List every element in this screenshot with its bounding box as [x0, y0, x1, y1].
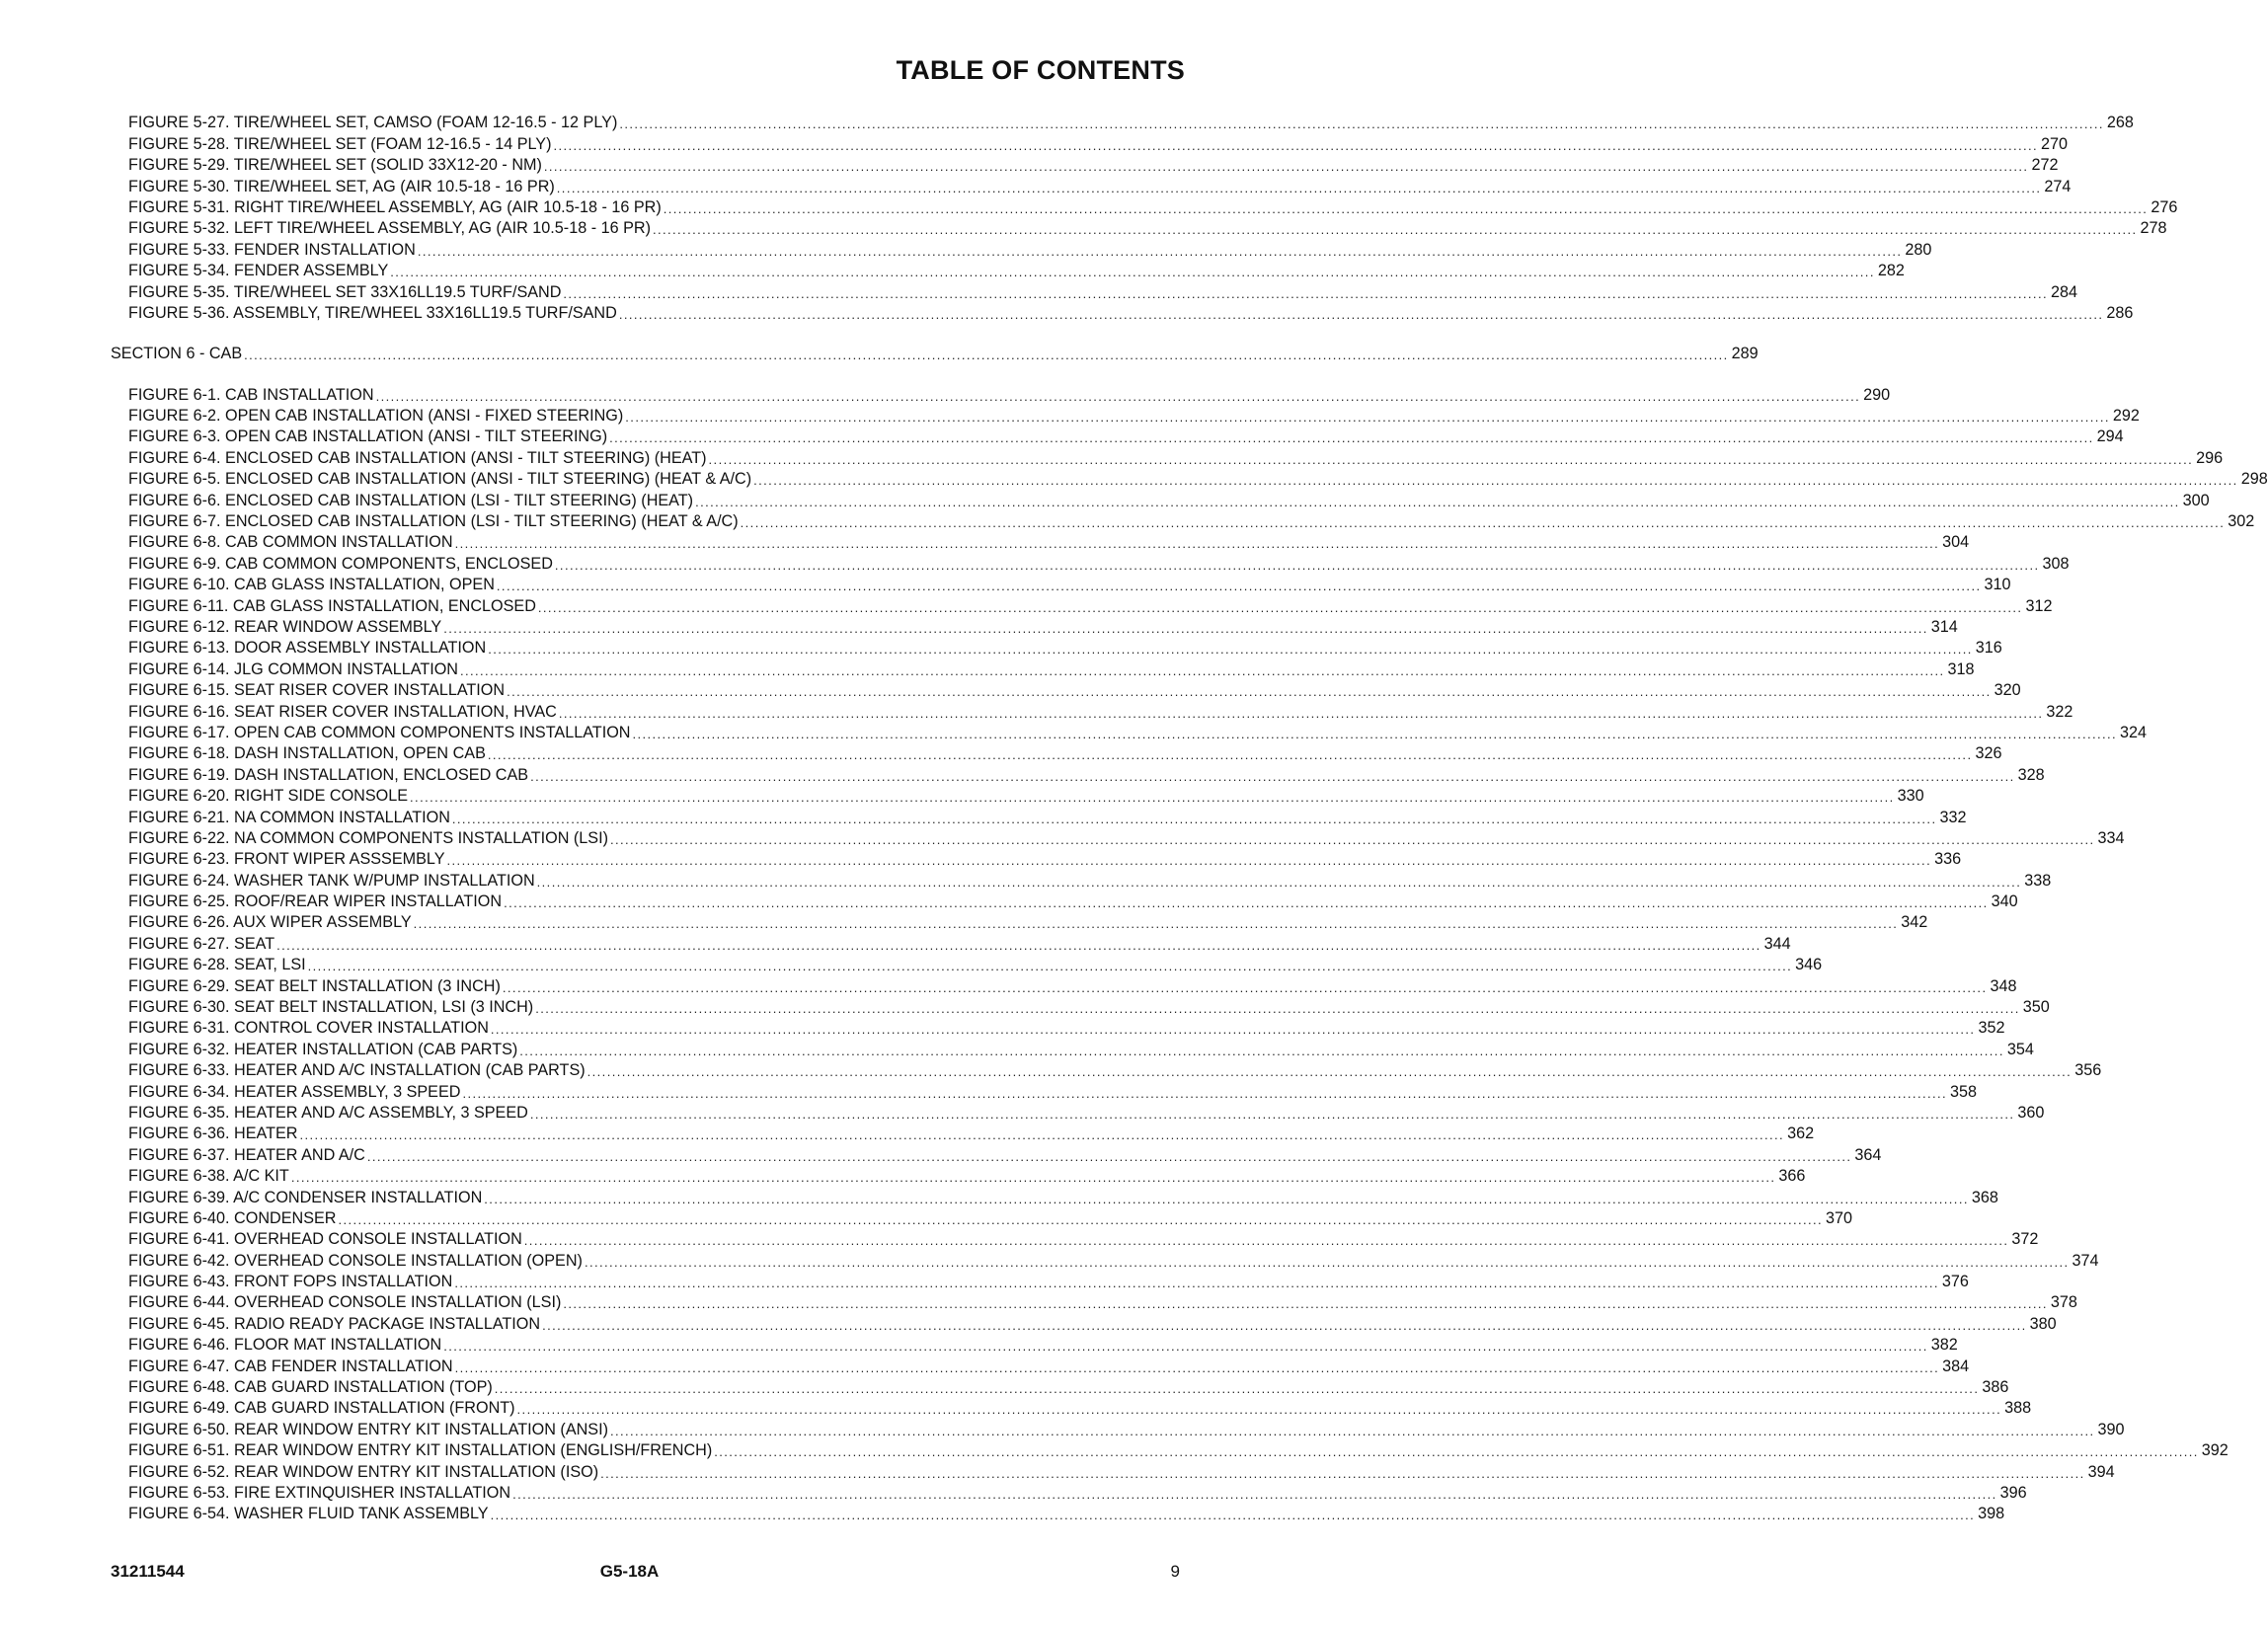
toc-entry-label: FIGURE 6-38. A/C KIT [128, 1167, 289, 1186]
toc-entry-page: 342 [1901, 913, 1928, 932]
toc-entry[interactable] [0, 658, 1975, 678]
toc-leader: ............................................................................................................................................................................................................................................................................................................ [454, 536, 1940, 552]
toc-entry-page: 362 [1787, 1125, 1815, 1143]
toc-entry[interactable] [0, 848, 1962, 869]
toc-entry-label: FIGURE 6-13. DOOR ASSEMBLY INSTALLATION [128, 639, 487, 658]
toc-entry-page: 370 [1826, 1208, 1853, 1227]
toc-entry-page: 270 [2041, 134, 2069, 153]
toc-leader: ............................................................................................................................................................................................................................................................................................................ [753, 473, 2238, 489]
toc-entry[interactable] [0, 974, 2017, 995]
toc-leader: ............................................................................................................................................................................................................................................................................................................ [563, 285, 2048, 301]
toc-leader: ............................................................................................................................................................................................................................................................................................................ [516, 1402, 2002, 1418]
toc-entry-label: FIGURE 6-1. CAB INSTALLATION [128, 385, 374, 404]
toc-entry-label: FIGURE 6-37. HEATER AND A/C [128, 1145, 365, 1164]
toc-entry-page: 348 [1990, 976, 2017, 995]
toc-entry-page: 372 [2011, 1230, 2039, 1249]
toc-entry[interactable] [0, 806, 1967, 826]
toc-leader: ............................................................................................................................................................................................................................................................................................................ [454, 1359, 1940, 1375]
toc-leader: ............................................................................................................................................................................................................................................................................................................ [390, 265, 1875, 280]
toc-entry-page: 322 [2046, 702, 2073, 721]
toc-entry-page: 300 [2182, 491, 2210, 509]
toc-leader: ............................................................................................................................................................................................................................................................................................................ [610, 1423, 2095, 1438]
toc-entry-label: FIGURE 6-29. SEAT BELT INSTALLATION (3 INCH) [128, 976, 501, 995]
toc-entry-page: 314 [1930, 617, 1958, 636]
toc-leader: ............................................................................................................................................................................................................................................................................................................ [366, 1148, 1852, 1164]
toc-leader: ............................................................................................................................................................................................................................................................................................................ [523, 1233, 2009, 1249]
toc-entry[interactable] [0, 637, 2002, 658]
toc-entry-label: FIGURE 6-31. CONTROL COVER INSTALLATION [128, 1019, 489, 1038]
toc-entry-label: FIGURE 6-40. CONDENSER [128, 1208, 337, 1227]
toc-leader: ............................................................................................................................................................................................................................................................................................................ [276, 937, 1761, 953]
toc-entry-page: 302 [2228, 512, 2255, 531]
toc-entry[interactable] [0, 996, 2050, 1017]
toc-leader: ............................................................................................................................................................................................................................................................................................................ [512, 1487, 1997, 1502]
toc-leader: ............................................................................................................................................................................................................................................................................................................ [446, 853, 1932, 869]
toc-leader: ............................................................................................................................................................................................................................................................................................................ [496, 579, 1982, 594]
toc-leader: ............................................................................................................................................................................................................................................................................................................ [488, 642, 1973, 658]
toc-entry[interactable] [0, 1017, 2005, 1038]
toc-entry-page: 328 [2017, 765, 2045, 784]
toc-entry[interactable] [0, 1059, 2102, 1080]
toc-entry[interactable] [0, 574, 2011, 594]
toc-entry-label: FIGURE 5-31. RIGHT TIRE/WHEEL ASSEMBLY, AG (AIR 10.5-18 - 16 PR) [128, 197, 662, 216]
toc-entry-label: FIGURE 6-46. FLOOR MAT INSTALLATION [128, 1336, 442, 1355]
toc-entry-page: 280 [1905, 240, 1932, 259]
toc-entry-page: 356 [2074, 1061, 2102, 1080]
toc-entry-label: FIGURE 6-52. REAR WINDOW ENTRY KIT INSTALLATION (ISO) [128, 1462, 599, 1481]
toc-leader: ............................................................................................................................................................................................................................................................................................................ [443, 1339, 1928, 1355]
toc-entry-page: 334 [2097, 828, 2125, 847]
toc-entry-label: FIGURE 6-17. OPEN CAB COMMON COMPONENTS INSTALLATION [128, 723, 631, 741]
toc-entry-page: 340 [1991, 892, 2018, 911]
toc-entry[interactable] [0, 426, 2124, 446]
toc-entry[interactable] [0, 700, 2073, 721]
toc-section-page: 289 [1731, 345, 1759, 363]
toc-entry-label: FIGURE 6-21. NA COMMON INSTALLATION [128, 808, 450, 826]
toc-entry-page: 282 [1877, 262, 1905, 280]
toc-entry[interactable] [0, 1355, 1970, 1375]
toc-entry-label: FIGURE 6-23. FRONT WIPER ASSSEMBLY [128, 850, 445, 869]
toc-leader: ............................................................................................................................................................................................................................................................................................................ [507, 684, 1992, 700]
toc-entry-page: 296 [2196, 448, 2224, 467]
toc-entry[interactable] [0, 954, 1823, 974]
toc-spacer [0, 363, 1259, 383]
toc-entry[interactable] [0, 1186, 1998, 1206]
toc-entry[interactable] [0, 196, 2178, 217]
toc-leader: ............................................................................................................................................................................................................................................................................................................ [536, 874, 2022, 890]
toc-entry-label: FIGURE 6-7. ENCLOSED CAB INSTALLATION (LSI - TILT STEERING) (HEAT & A/C) [128, 512, 739, 531]
toc-spacer [0, 323, 1259, 343]
toc-entry[interactable] [0, 1503, 2005, 1523]
toc-leader: ............................................................................................................................................................................................................................................................................................................ [417, 243, 1903, 259]
toc-entry-label: FIGURE 6-26. AUX WIPER ASSEMBLY [128, 913, 412, 932]
toc-entry[interactable] [0, 489, 2210, 509]
toc-entry[interactable] [0, 1165, 1806, 1186]
toc-entry-label: FIGURE 6-25. ROOF/REAR WIPER INSTALLATION [128, 892, 503, 911]
toc-entry-page: 390 [2097, 1420, 2125, 1438]
toc-leader: ............................................................................................................................................................................................................................................................................................................ [487, 747, 1973, 763]
toc-leader: ............................................................................................................................................................................................................................................................................................................ [490, 1022, 1976, 1038]
toc-entry-label: FIGURE 5-27. TIRE/WHEEL SET, CAMSO (FOAM 12-16.5 - 12 PLY) [128, 114, 618, 132]
toc-entry-page: 316 [1975, 639, 2002, 658]
toc-entry-label: FIGURE 6-9. CAB COMMON COMPONENTS, ENCLOSED [128, 554, 553, 573]
toc-entry[interactable] [0, 1080, 1978, 1101]
toc-entry-page: 376 [1941, 1273, 1969, 1291]
toc-entry[interactable] [0, 827, 2125, 848]
toc-leader: ............................................................................................................................................................................................................................................................................................................ [542, 1317, 2027, 1333]
toc-entry[interactable] [0, 446, 2224, 467]
toc-entry-page: 308 [2042, 554, 2070, 573]
toc-entry-label: FIGURE 6-30. SEAT BELT INSTALLATION, LSI (3 INCH) [128, 998, 534, 1017]
toc-leader: ............................................................................................................................................................................................................................................................................................................ [375, 388, 1861, 404]
toc-leader: ............................................................................................................................................................................................................................................................................................................ [695, 494, 2180, 509]
toc-leader: ............................................................................................................................................................................................................................................................................................................ [553, 137, 2039, 153]
toc-entry-label: FIGURE 6-39. A/C CONDENSER INSTALLATION [128, 1188, 483, 1206]
toc-leader: ............................................................................................................................................................................................................................................................................................................ [587, 1064, 2072, 1080]
toc-leader: ............................................................................................................................................................................................................................................................................................................ [462, 1085, 1948, 1101]
toc-entry-page: 346 [1795, 956, 1823, 974]
toc-entry-label: FIGURE 6-32. HEATER INSTALLATION (CAB PARTS) [128, 1040, 518, 1058]
toc-entry[interactable] [0, 1038, 2034, 1058]
toc-entry[interactable] [0, 785, 1924, 806]
toc-entry-page: 386 [1982, 1378, 2009, 1397]
toc-entry-label: FIGURE 5-28. TIRE/WHEEL SET (FOAM 12-16.5 - 14 PLY) [128, 134, 552, 153]
toc-entry-page: 380 [2029, 1314, 2057, 1333]
toc-entry-page: 392 [2201, 1441, 2229, 1460]
toc-entry-page: 388 [2004, 1399, 2032, 1418]
toc-entry-page: 338 [2024, 871, 2052, 890]
toc-entry[interactable] [0, 1102, 2045, 1123]
toc-entry[interactable] [0, 552, 2070, 573]
toc-entry-page: 396 [1999, 1484, 2027, 1502]
toc-entry[interactable] [0, 383, 1891, 404]
toc-leader: ............................................................................................................................................................................................................................................................................................................ [504, 895, 1989, 911]
toc-entry-label: FIGURE 6-54. WASHER FLUID TANK ASSEMBLY [128, 1505, 489, 1523]
toc-entry-page: 310 [1984, 576, 2011, 594]
toc-entry-page: 354 [2006, 1040, 2034, 1058]
toc-entry[interactable] [0, 1291, 2077, 1312]
toc-group-section-5 [0, 112, 2178, 323]
toc-entry-label: FIGURE 6-47. CAB FENDER INSTALLATION [128, 1357, 453, 1375]
toc-entry[interactable] [0, 1482, 2027, 1503]
toc-leader: ............................................................................................................................................................................................................................................................................................................ [299, 1127, 1785, 1143]
toc-entry-page: 320 [1994, 681, 2021, 700]
toc-entry-label: FIGURE 6-3. OPEN CAB INSTALLATION (ANSI - TILT STEERING) [128, 427, 608, 446]
toc-entry-label: FIGURE 6-15. SEAT RISER COVER INSTALLATION [128, 681, 506, 700]
toc-leader: ............................................................................................................................................................................................................................................................................................................ [530, 768, 2015, 784]
toc-entry-page: 368 [1971, 1188, 1998, 1206]
toc-entry-page: 378 [2050, 1293, 2077, 1312]
toc-entry-page: 398 [1978, 1505, 2005, 1523]
toc-entry[interactable] [0, 260, 1905, 280]
toc-leader: ............................................................................................................................................................................................................................................................................................................ [451, 811, 1937, 826]
toc-entry-page: 312 [2025, 596, 2053, 615]
toc-leader: ............................................................................................................................................................................................................................................................................................................ [600, 1465, 2085, 1481]
toc-entry[interactable] [0, 1228, 2039, 1249]
toc-entry-label: FIGURE 6-44. OVERHEAD CONSOLE INSTALLATION (LSI) [128, 1293, 562, 1312]
toc-entry[interactable] [0, 891, 2018, 911]
toc-entry-page: 330 [1897, 787, 1924, 806]
toc-leader: ............................................................................................................................................................................................................................................................................................................ [519, 1043, 2004, 1058]
toc-entry-page: 326 [1975, 744, 2002, 763]
toc-entry-label: FIGURE 6-11. CAB GLASS INSTALLATION, ENCLOSED [128, 596, 536, 615]
toc-entry-label: FIGURE 6-20. RIGHT SIDE CONSOLE [128, 787, 409, 806]
toc-entry-label: FIGURE 6-35. HEATER AND A/C ASSEMBLY, 3 SPEED [128, 1103, 528, 1122]
toc-leader: ............................................................................................................................................................................................................................................................................................................ [708, 451, 2194, 467]
toc-leader: ............................................................................................................................................................................................................................................................................................................ [609, 430, 2094, 446]
toc-entry-label: FIGURE 6-8. CAB COMMON INSTALLATION [128, 533, 453, 552]
toc-entry[interactable] [0, 1334, 1958, 1355]
toc-entry[interactable] [0, 932, 1791, 953]
toc-leader: ............................................................................................................................................................................................................................................................................................................ [714, 1444, 2199, 1460]
toc-entry[interactable] [0, 280, 2077, 301]
toc-leader: ............................................................................................................................................................................................................................................................................................................ [443, 620, 1928, 636]
toc-section-label: SECTION 6 - CAB [111, 345, 243, 363]
toc-entry[interactable] [0, 1312, 2057, 1333]
toc-leader: ............................................................................................................................................................................................................................................................................................................ [537, 599, 2023, 615]
toc-leader: ............................................................................................................................................................................................................................................................................................................ [554, 557, 2040, 573]
toc-section-row[interactable] [0, 343, 1759, 363]
toc-entry-page: 382 [1930, 1336, 1958, 1355]
toc-entry[interactable] [0, 154, 2059, 175]
toc-entry[interactable] [0, 1397, 2032, 1418]
toc-entry-page: 286 [2106, 303, 2134, 322]
toc-entry[interactable] [0, 510, 2255, 531]
toc-entry[interactable] [0, 1207, 1853, 1228]
toc-entry-label: FIGURE 6-34. HEATER ASSEMBLY, 3 SPEED [128, 1082, 461, 1101]
toc-entry[interactable] [0, 1143, 1882, 1164]
toc-leader: ............................................................................................................................................................................................................................................................................................................ [619, 116, 2104, 132]
toc-entry-label: FIGURE 6-43. FRONT FOPS INSTALLATION [128, 1273, 453, 1291]
toc-entry-page: 384 [1942, 1357, 1970, 1375]
toc-entry-label: FIGURE 6-16. SEAT RISER COVER INSTALLATION, HVAC [128, 702, 557, 721]
toc-entry[interactable] [0, 1249, 2099, 1270]
toc-entry-label: FIGURE 5-32. LEFT TIRE/WHEEL ASSEMBLY, AG (AIR 10.5-18 - 16 PR) [128, 219, 651, 238]
toc-entry-page: 332 [1939, 808, 1967, 826]
toc-entry[interactable] [0, 112, 2134, 132]
toc-leader: ............................................................................................................................................................................................................................................................................................................ [652, 222, 2138, 238]
footer-model: G5-18A [599, 1562, 660, 1581]
toc-leader: ............................................................................................................................................................................................................................................................................................................ [563, 1296, 2048, 1312]
toc-entry-label: FIGURE 5-34. FENDER ASSEMBLY [128, 262, 389, 280]
toc-entry-label: FIGURE 6-12. REAR WINDOW ASSEMBLY [128, 617, 442, 636]
toc-entry-page: 374 [2072, 1251, 2099, 1270]
toc-leader: ............................................................................................................................................................................................................................................................................................................ [584, 1254, 2070, 1270]
toc-entry[interactable] [0, 679, 2021, 700]
toc-entry-page: 358 [1950, 1082, 1978, 1101]
toc-group-section-6 [0, 383, 2268, 1523]
toc-entry-label: FIGURE 6-19. DASH INSTALLATION, ENCLOSED CAB [128, 765, 529, 784]
toc-entry-label: FIGURE 6-51. REAR WINDOW ENTRY KIT INSTALLATION (ENGLISH/FRENCH) [128, 1441, 713, 1460]
toc-leader: ............................................................................................................................................................................................................................................................................................................ [663, 200, 2149, 216]
toc-entry[interactable] [0, 468, 2268, 489]
toc-entry-label: FIGURE 6-42. OVERHEAD CONSOLE INSTALLATION (OPEN) [128, 1251, 583, 1270]
toc-entry[interactable] [0, 1376, 2009, 1397]
toc-leader: ............................................................................................................................................................................................................................................................................................................ [494, 1381, 1980, 1397]
toc-entry-label: FIGURE 6-50. REAR WINDOW ENTRY KIT INSTALLATION (ANSI) [128, 1420, 608, 1438]
toc-entry[interactable] [0, 1123, 1815, 1143]
toc-entry[interactable] [0, 302, 2134, 323]
footer-part-number: 31211544 [111, 1562, 185, 1581]
toc-entry-label: FIGURE 6-27. SEAT [128, 934, 275, 953]
toc-entry[interactable] [0, 405, 2140, 426]
toc-leader: ............................................................................................................................................................................................................................................................................................................ [490, 1508, 1976, 1523]
toc-entry[interactable] [0, 175, 2072, 195]
toc-entry[interactable] [0, 594, 2053, 615]
toc-entry-page: 324 [2120, 723, 2148, 741]
toc-entry-label: FIGURE 6-24. WASHER TANK W/PUMP INSTALLATION [128, 871, 535, 890]
toc-leader: ............................................................................................................................................................................................................................................................................................................ [460, 662, 1945, 678]
toc-entry[interactable] [0, 763, 2045, 784]
toc-entry[interactable] [0, 911, 1928, 932]
toc-entry-page: 366 [1778, 1167, 1806, 1186]
toc-entry[interactable] [0, 1439, 2229, 1460]
toc-leader: ............................................................................................................................................................................................................................................................................................................ [558, 705, 2044, 721]
toc-entry-page: 274 [2044, 177, 2072, 195]
toc-entry-label: FIGURE 6-36. HEATER [128, 1125, 298, 1143]
toc-entry[interactable] [0, 1460, 2115, 1481]
toc-entry-label: FIGURE 6-5. ENCLOSED CAB INSTALLATION (ANSI - TILT STEERING) (HEAT & A/C) [128, 470, 752, 489]
toc-leader: ............................................................................................................................................................................................................................................................................................................ [410, 790, 1895, 806]
toc-entry-label: FIGURE 6-48. CAB GUARD INSTALLATION (TOP) [128, 1378, 493, 1397]
toc-leader: ............................................................................................................................................................................................................................................................................................................ [625, 410, 2110, 426]
toc-entry-label: FIGURE 5-33. FENDER INSTALLATION [128, 240, 416, 259]
toc-entry-label: FIGURE 6-2. OPEN CAB INSTALLATION (ANSI - FIXED STEERING) [128, 407, 624, 426]
toc-leader: ............................................................................................................................................................................................................................................................................................................ [338, 1211, 1824, 1227]
toc-entry-label: FIGURE 6-45. RADIO READY PACKAGE INSTALLATION [128, 1314, 541, 1333]
toc-entry-page: 292 [2112, 407, 2140, 426]
toc-entry-label: FIGURE 6-4. ENCLOSED CAB INSTALLATION (ANSI - TILT STEERING) (HEAT) [128, 448, 707, 467]
toc-entry-label: FIGURE 5-30. TIRE/WHEEL SET, AG (AIR 10.5-18 - 16 PR) [128, 177, 555, 195]
toc-leader: ............................................................................................................................................................................................................................................................................................................ [454, 1276, 1939, 1291]
footer-page-number: 9 [1170, 1562, 1180, 1581]
toc-entry-page: 268 [2106, 114, 2134, 132]
toc-entry-label: FIGURE 6-22. NA COMMON COMPONENTS INSTALLATION (LSI) [128, 828, 608, 847]
toc-leader: ............................................................................................................................................................................................................................................................................................................ [610, 831, 2095, 847]
toc-entry[interactable] [0, 1271, 1969, 1291]
toc-leader: ............................................................................................................................................................................................................................................................................................................ [632, 726, 2118, 741]
toc-entry[interactable] [0, 531, 1970, 552]
toc-entry-page: 360 [2017, 1103, 2045, 1122]
toc-entry-page: 318 [1947, 659, 1975, 678]
toc-leader: ............................................................................................................................................................................................................................................................................................................ [556, 180, 2042, 195]
toc-entry-page: 290 [1863, 385, 1891, 404]
toc-leader: ............................................................................................................................................................................................................................................................................................................ [740, 515, 2226, 531]
toc-entry-page: 294 [2096, 427, 2124, 446]
toc-entry[interactable] [0, 132, 2069, 153]
toc-leader: ............................................................................................................................................................................................................................................................................................................ [618, 306, 2104, 322]
toc-entry-page: 352 [1978, 1019, 2005, 1038]
toc-leader: ............................................................................................................................................................................................................................................................................................................ [543, 159, 2029, 175]
toc-entry-label: FIGURE 5-35. TIRE/WHEEL SET 33X16LL19.5 TURF/SAND [128, 282, 562, 301]
toc-entry[interactable] [0, 616, 1958, 637]
toc-leader: ............................................................................................................................................................................................................................................................................................................ [529, 1106, 2015, 1122]
toc-entry-label: FIGURE 6-41. OVERHEAD CONSOLE INSTALLATION [128, 1230, 522, 1249]
toc-entry-page: 336 [1934, 850, 1962, 869]
toc-entry-label: FIGURE 6-53. FIRE EXTINQUISHER INSTALLATION [128, 1484, 511, 1502]
toc-entry-page: 284 [2050, 282, 2077, 301]
toc-leader: ............................................................................................................................................................................................................................................................................................................ [290, 1170, 1776, 1186]
toc-entry-label: FIGURE 6-33. HEATER AND A/C INSTALLATION (CAB PARTS) [128, 1061, 586, 1080]
toc-leader: ............................................................................................................................................................................................................................................................................................................ [413, 916, 1899, 932]
toc-entry-page: 344 [1763, 934, 1791, 953]
toc-entry-label: FIGURE 6-14. JLG COMMON INSTALLATION [128, 659, 458, 678]
toc-entry-label: FIGURE 6-49. CAB GUARD INSTALLATION (FRONT) [128, 1399, 515, 1418]
toc-entry-label: FIGURE 6-6. ENCLOSED CAB INSTALLATION (LSI - TILT STEERING) (HEAT) [128, 491, 694, 509]
toc-entry-page: 272 [2031, 156, 2059, 175]
toc-entry[interactable] [0, 869, 2052, 890]
toc-entry[interactable] [0, 238, 1932, 259]
toc-leader: ............................................................................................................................................................................................................................................................................................................ [484, 1191, 1969, 1206]
toc-leader: ............................................................................................................................................................................................................................................................................................................ [502, 979, 1988, 995]
toc-entry-page: 304 [1942, 533, 1970, 552]
toc-entry-page: 350 [2022, 998, 2050, 1017]
toc-leader: ............................................................................................................................................................................................................................................................................................................ [244, 348, 1729, 363]
toc-entry[interactable] [0, 217, 2167, 238]
toc-entry-label: FIGURE 6-28. SEAT, LSI [128, 956, 306, 974]
toc-list [0, 112, 2268, 1523]
toc-entry-label: FIGURE 5-36. ASSEMBLY, TIRE/WHEEL 33X16LL19.5 TURF/SAND [128, 303, 617, 322]
page-title: TABLE OF CONTENTS [896, 55, 1185, 85]
toc-entry-label: FIGURE 5-29. TIRE/WHEEL SET (SOLID 33X12-20 - NM) [128, 156, 542, 175]
toc-entry[interactable] [0, 1418, 2125, 1438]
toc-entry-page: 276 [2151, 197, 2178, 216]
toc-entry-page: 298 [2240, 470, 2268, 489]
toc-entry-page: 364 [1854, 1145, 1882, 1164]
toc-leader: ............................................................................................................................................................................................................................................................................................................ [307, 959, 1793, 974]
toc-entry-page: 394 [2087, 1462, 2115, 1481]
toc-entry[interactable] [0, 722, 2148, 742]
toc-entry-page: 278 [2140, 219, 2167, 238]
toc-leader: ............................................................................................................................................................................................................................................................................................................ [535, 1001, 2020, 1017]
toc-entry[interactable] [0, 742, 2002, 763]
toc-entry-label: FIGURE 6-18. DASH INSTALLATION, OPEN CAB [128, 744, 486, 763]
toc-entry-label: FIGURE 6-10. CAB GLASS INSTALLATION, OPEN [128, 576, 495, 594]
